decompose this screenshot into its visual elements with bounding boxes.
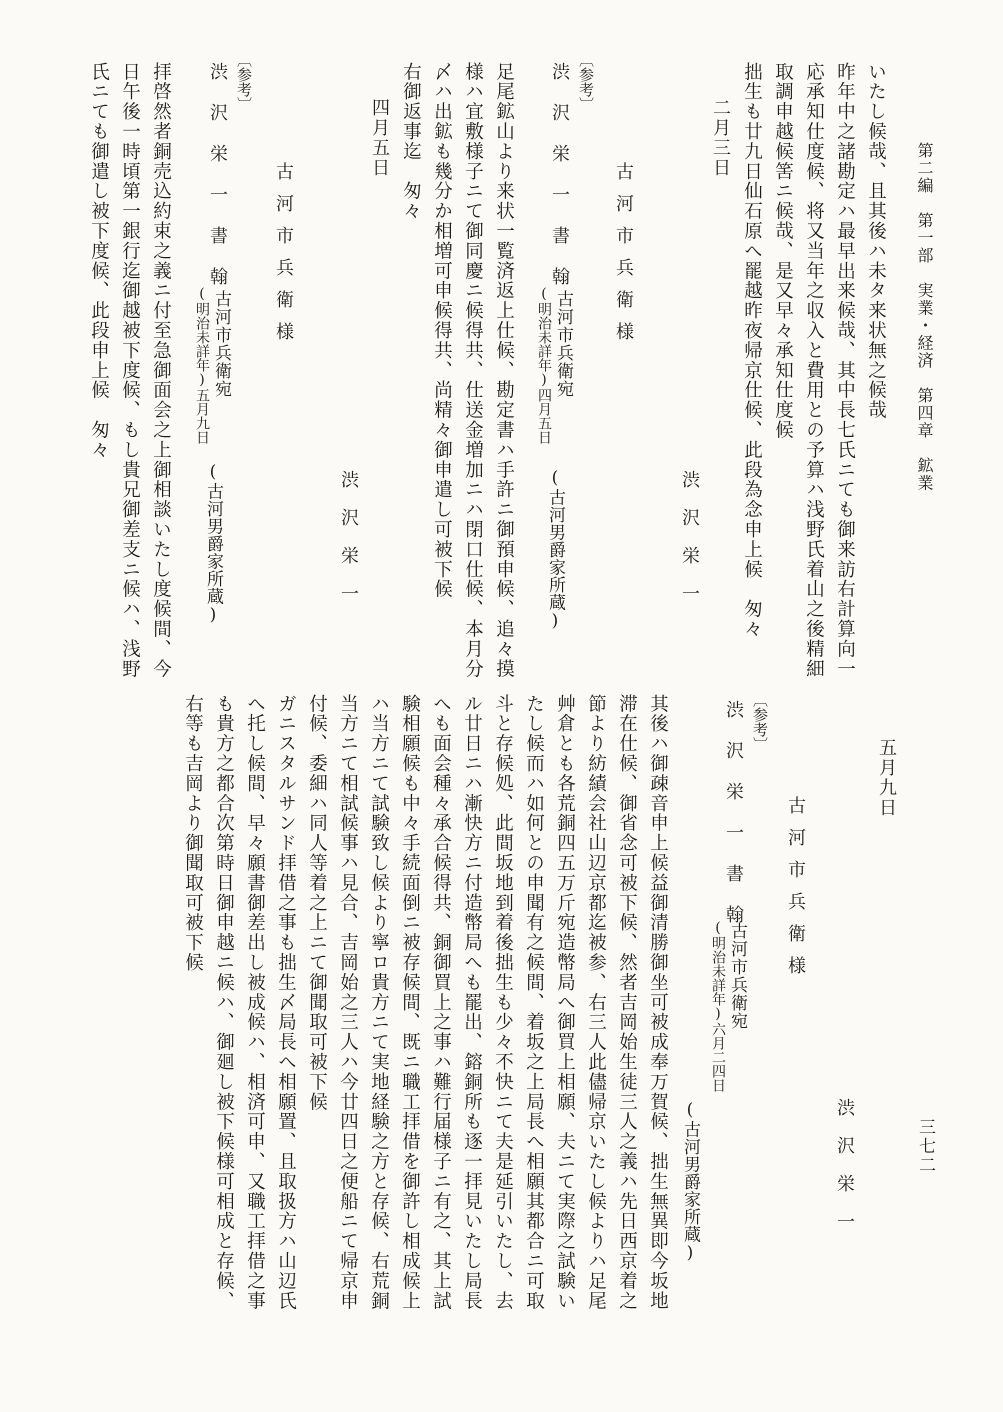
ref3-recipient: 古河市兵衛宛 (211, 290, 231, 398)
letter2-line-3: 〆ハ出鉱も幾分か相増可申候得共、尚精々御申遣し可被下候 (431, 62, 453, 600)
letter2-line-1: 足尾鉱山より来状一覧済返上仕候、勘定書ハ手許ニ御預申候、追々摸 (493, 62, 515, 679)
letter4-line-6: 斗と存候処、此間坂地到着後拙生も少々不快ニて夫是延引いたし、去 (492, 694, 514, 1311)
letter1-line-2: 昨年中之諸勘定ハ最早出来候哉、其中長七氏ニても御来訪右計算向一 (834, 62, 856, 679)
letter3-sender: 渋沢栄一 (834, 1098, 855, 1250)
letter1-sender: 渋沢栄一 (679, 470, 700, 622)
letter4-line-8: へも面会種々承合候得共、銅御買上之事ハ難行届様子ニ有之、其上試 (430, 694, 452, 1311)
letter4-line-14: へ托し候間、早々願書御差出し被成候ハ、相済可申、又職工拝借之事 (244, 694, 266, 1311)
letter2-date: 四月五日 (369, 98, 390, 178)
ref2-title: 渋沢栄一書翰 (549, 62, 570, 308)
letter4-line-5: たし候而ハ如何との申聞有之候間、着坂之上局長へ相願其都合ニ可取 (523, 694, 545, 1311)
letter4-line-7: ル廿日ニハ漸快方ニ付造幣局へも罷出、鎔銅所も逐一拝見いたし局長 (461, 694, 483, 1311)
ref4-title: 渋沢栄一書翰 (723, 700, 744, 946)
ref4-source: (古河男爵家所蔵) (680, 1100, 700, 1264)
ref3-title: 渋沢栄一書翰 (207, 62, 228, 308)
letter4-line-3: 節より紡績会社山辺京都迄被参、右三人此儘帰京いたし候よりハ足尾 (585, 694, 607, 1311)
letter1-line-4: 取調申越候筈ニ候哉、是又早々承知仕度候 (772, 62, 794, 441)
letter4-line-4: 艸倉とも各荒銅四五万斤宛造幣局へ御買上相願、夫ニて実際之試験い (554, 694, 576, 1311)
letter4-line-2: 滞在仕候、御省念可被下候、然者吉岡始生徒三人之義ハ先日西京着之 (616, 694, 638, 1311)
letter4-line-12: 付候、委細ハ同人等着之上ニて御聞取可被下候 (306, 694, 328, 1112)
letter2-sender: 渋沢栄一 (338, 470, 359, 622)
letter4-line-1: 其後ハ御疎音申上候益御清勝御坐可被成奉万賀候、拙生無異即今坂地 (647, 694, 669, 1311)
page-number: 三七二 (915, 1118, 935, 1175)
letter3-line-1: 拝啓然者銅売込約束之義ニ付至急御面会之上御相談いたし度候間、今 (150, 62, 172, 679)
ref2-recipient: 古河市兵衛宛 (553, 290, 573, 398)
letter2-line-4: 右御返事迄 匆々 (400, 62, 422, 222)
ref3-date-note: (明治未詳年)五月九日 (194, 286, 210, 444)
letter3-addressee: 古河市兵衛様 (785, 796, 806, 988)
letter1-date: 二月三日 (710, 98, 731, 178)
letter1-line-5: 拙生も廿九日仙石原へ罷越昨夜帰京仕候、此段為念申上候 匆々 (741, 62, 763, 640)
ref4-recipient: 古河市兵衛宛 (727, 922, 747, 1030)
running-title: 第二編 第一部 実業・経済 第四章 鉱業 (915, 142, 934, 492)
ref2-date-note: (明治未詳年)四月五日 (536, 286, 552, 444)
letter3-line-2: 日午後一時頃第一銀行迄御越被下度候、もし貴兄御差支ニ候ハ、浅野 (119, 62, 141, 679)
letter2-addressee: 古河市兵衛様 (273, 162, 294, 354)
ref4-date-note: (明治未詳年)六月二四日 (710, 920, 726, 1092)
ref3-label: 〔参考〕 (235, 52, 253, 112)
letter2-line-2: 様ハ宜敷様子ニて御同慶ニ候得共、仕送金増加ニハ閉口仕候、本月分 (462, 62, 484, 679)
letter4-line-9: 験相願候も中々手続面倒ニ被存候間、既ニ職工拝借を御許し相成候上 (399, 694, 421, 1311)
letter4-line-16: 右等も吉岡より御聞取可被下候 (182, 694, 204, 973)
ref2-source: (古河男爵家所蔵) (545, 468, 565, 632)
letter3-date: 五月九日 (876, 738, 897, 818)
letter1-line-3: 応承知仕度候、将又当年之収入と費用との予算ハ浅野氏着山之後精細 (803, 62, 825, 679)
letter3-line-3: 氏ニても御遣し被下度候、此段申上候 匆々 (88, 62, 110, 460)
letter1-addressee: 古河市兵衛様 (613, 162, 634, 354)
ref2-label: 〔参考〕 (577, 52, 595, 112)
ref4-label: 〔参考〕 (751, 692, 769, 752)
letter1-line-1: いたし候哉、且其後ハ未タ来状無之候哉 (865, 62, 887, 421)
letter4-line-11: 当方ニて相試候事ハ見合、吉岡始之三人ハ今廿四日之便船ニて帰京申 (337, 694, 359, 1311)
letter4-line-10: ハ当方ニて試験致し候より寧ロ貴方ニて実地経験之方と存候、右荒銅 (368, 694, 390, 1311)
letter4-line-15: も貴方之都合次第時日御申越ニ候ハ、御廻し被下候様可相成と存候、 (213, 694, 235, 1311)
ref3-source: (古河男爵家所蔵) (203, 462, 223, 626)
letter4-line-13: ガニスタルサンド拝借之事も拙生〆局長へ相願置、且取扱方ハ山辺氏 (275, 694, 297, 1311)
